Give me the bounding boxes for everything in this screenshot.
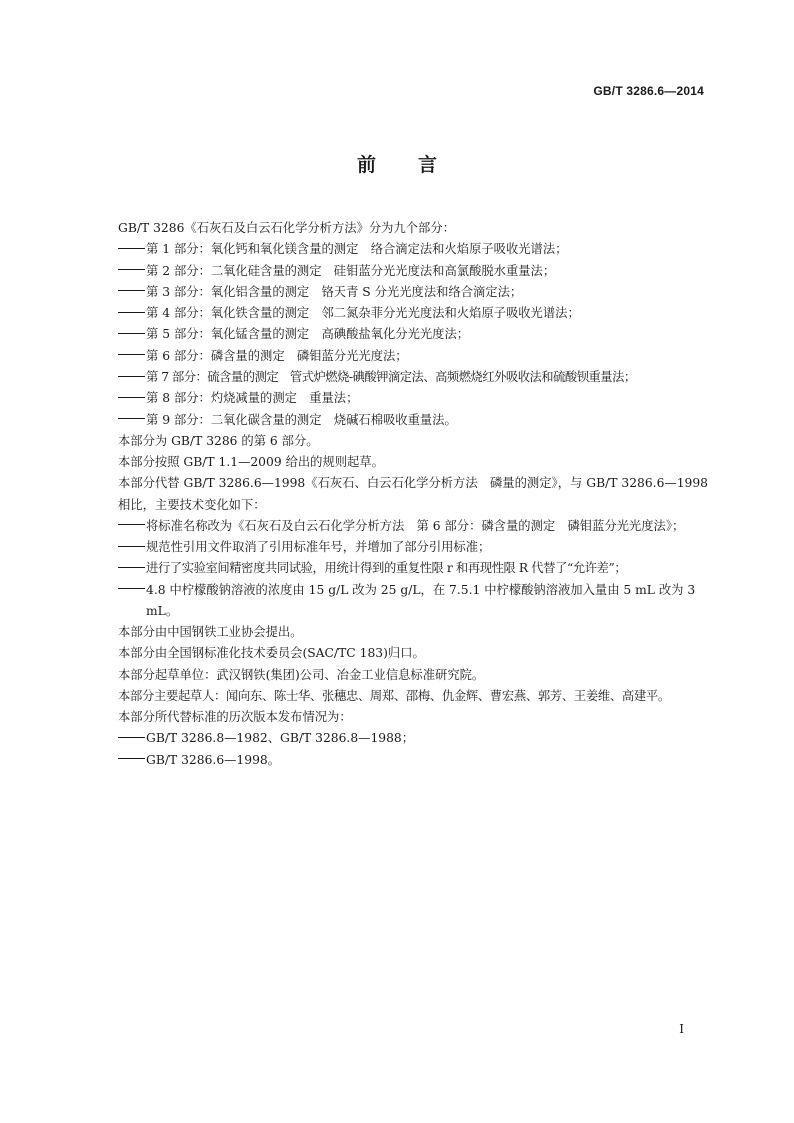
standard-code: GB/T 3286.6—2014 <box>593 84 704 98</box>
history-list-item-2: GB/T 3286.6—1998。 <box>118 750 708 771</box>
page-number: I <box>679 1022 684 1036</box>
em-dash-mark <box>118 516 146 537</box>
em-dash-mark <box>118 410 146 431</box>
intro-paragraph: GB/T 3286《石灰石及白云石化学分析方法》分为九个部分： <box>118 221 455 235</box>
em-dash-mark <box>118 261 146 282</box>
part-list-item-2: 第 2 部分：二氧化硅含量的测定 硅钼蓝分光光度法和高氯酸脱水重量法； <box>118 261 708 282</box>
em-dash-mark <box>118 558 146 579</box>
em-dash-mark <box>118 282 146 303</box>
part-list-item-4: 第 4 部分：氧化铁含量的测定 邻二氮杂菲分光光度法和火焰原子吸收光谱法； <box>118 303 708 324</box>
em-dash-mark <box>118 367 146 388</box>
em-dash-mark <box>118 580 146 601</box>
part-list-item-1: 第 1 部分：氧化钙和氧化镁含量的测定 络合滴定法和火焰原子吸收光谱法； <box>118 239 708 260</box>
drafting-rule-paragraph: 本部分按照 GB/T 1.1—2009 给出的规则起草。 <box>118 455 384 470</box>
history-intro-paragraph: 本部分所代替标准的历次版本发布情况为： <box>118 710 352 725</box>
em-dash-mark <box>118 728 146 749</box>
part-list-item-5: 第 5 部分：氧化锰含量的测定 高碘酸盐氧化分光光度法； <box>118 324 708 345</box>
part-list-item-8: 第 8 部分：灼烧减量的测定 重量法； <box>118 388 708 409</box>
change-list-item-3: 进行了实验室间精密度共同试验，用统计得到的重复性限 r 和再现性限 R 代替了“允许差”； <box>118 558 708 579</box>
page-title: 前言 <box>356 154 479 176</box>
part-list-item-7: 第 7 部分：硫含量的测定 管式炉燃烧-碘酸钾滴定法、高频燃烧红外吸收法和硫酸钡重量法； <box>118 367 708 388</box>
replaces-paragraph: 本部分代替 GB/T 3286.6—1998《石灰石、白云石化学分析方法 磷量的测定》，与 GB/T 3286.6—1998 相比，主要技术变化如下： <box>118 476 708 512</box>
change-list-item-2: 规范性引用文件取消了引用标准年号，并增加了部分引用标准； <box>118 537 708 558</box>
drafting-units-paragraph: 本部分起草单位：武汉钢铁(集团)公司、冶金工业信息标准研究院。 <box>118 667 485 682</box>
proposed-by-paragraph: 本部分由中国钢铁工业协会提出。 <box>118 625 303 640</box>
part-list-item-6: 第 6 部分：磷含量的测定 磷钼蓝分光光度法； <box>118 346 708 367</box>
change-list-item-1: 将标准名称改为《石灰石及白云石化学分析方法 第 6 部分：磷含量的测定 磷钼蓝分光光度法》； <box>118 516 708 537</box>
drafters-paragraph: 本部分主要起草人：闻向东、陈士华、张穗忠、周郑、邵梅、仇金辉、曹宏燕、郭芳、王姜维、高建平。 <box>118 688 670 703</box>
em-dash-mark <box>118 388 146 409</box>
part-list-item-9: 第 9 部分：二氧化碳含量的测定 烧碱石棉吸收重量法。 <box>118 410 708 431</box>
em-dash-mark <box>118 303 146 324</box>
em-dash-mark <box>118 537 146 558</box>
change-list-item-4: 4.8 中柠檬酸钠溶液的浓度由 15 g/L 改为 25 g/L，在 7.5.1 中柠檬酸钠溶液加入量由 5 mL 改为 3 mL。 <box>118 580 708 623</box>
em-dash-mark <box>118 239 146 260</box>
em-dash-mark <box>118 750 146 771</box>
this-part-paragraph: 本部分为 GB/T 3286 的第 6 部分。 <box>118 434 319 449</box>
part-list-item-3: 第 3 部分：氧化铝含量的测定 铬天青 S 分光光度法和络合滴定法； <box>118 282 708 303</box>
em-dash-mark <box>118 324 146 345</box>
history-list-item-1: GB/T 3286.8—1982、GB/T 3286.8—1988； <box>118 728 708 749</box>
foreword-body <box>118 218 708 771</box>
em-dash-mark <box>118 346 146 367</box>
jurisdiction-paragraph: 本部分由全国钢标准化技术委员会(SAC/TC 183)归口。 <box>118 646 425 661</box>
